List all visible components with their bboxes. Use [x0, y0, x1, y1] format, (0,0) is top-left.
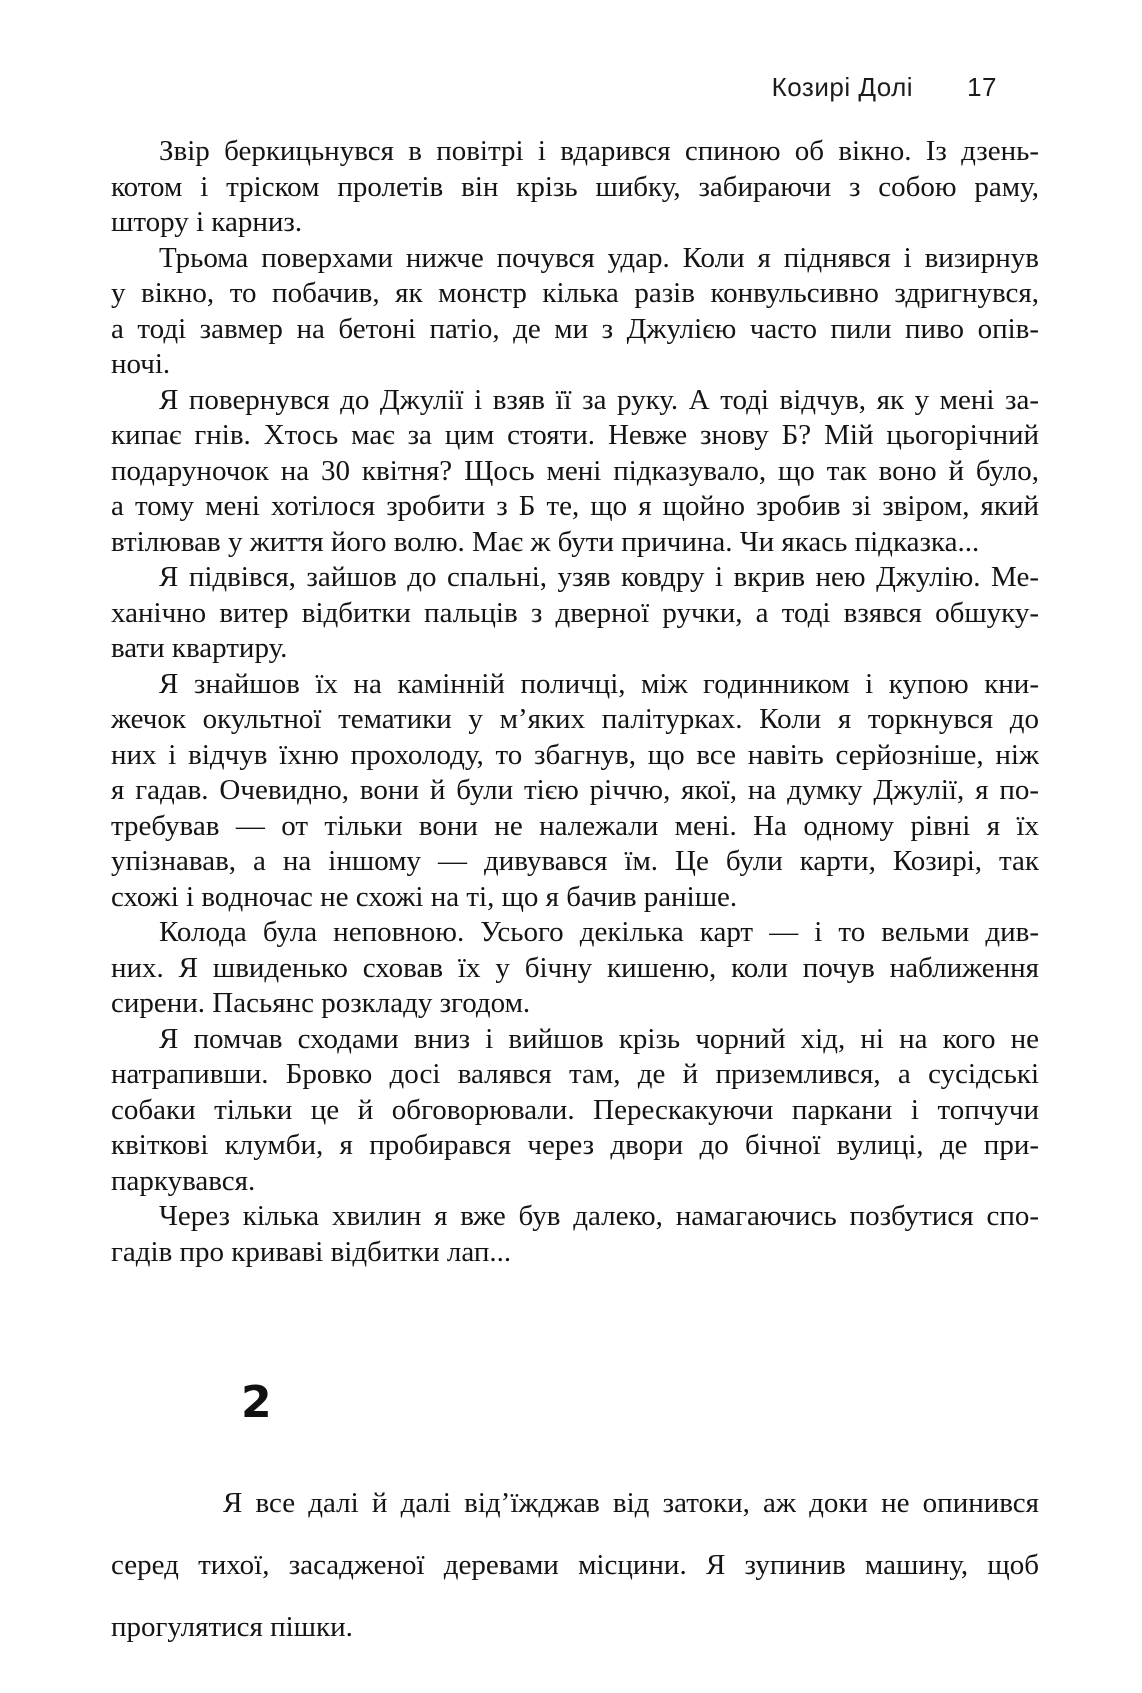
text-line: них і відчув їхню прохолоду, то збагнув, що все навіть серйозніше, ніж — [111, 738, 1039, 771]
paragraph — [111, 1199, 1039, 1270]
text-line: подаруночок на 30 квітня? Щось мені підказувало, що так воно й було, — [111, 454, 1039, 487]
text-line: Колода була неповною. Усього декілька карт — і то вельми див- — [159, 916, 1039, 948]
text-line: Я все далі й далі від’їжджав від затоки, аж доки не опинився — [223, 1487, 1039, 1519]
paragraph — [111, 667, 1039, 916]
text-line: натрапивши. Бровко досі валявся там, де й приземлився, а сусідські — [111, 1058, 1039, 1090]
text-line: них. Я швиденько сховав їх у бічну кишеню, коли почув наближення — [111, 951, 1039, 984]
text-line: Трьома поверхами нижче почувся удар. Коли я піднявся і визирнув — [159, 241, 1039, 274]
text-line: требував — от тільки вони не належали мені. На одному рівні я їх — [111, 809, 1039, 842]
text-line: Я підвівся, зайшов до спальні, узяв ковдру і вкрив нею Джулію. Ме- — [159, 561, 1039, 593]
text-line: Через кілька хвилин я вже був далеко, намагаючись позбутися спо- — [159, 1200, 1039, 1232]
text-line: сирени. Пасьянс розкладу згодом. — [111, 987, 531, 1019]
page-number: 17 — [967, 72, 997, 102]
text-line: квіткові клумби, я пробирався через двори до бічної вулиці, де при- — [111, 1129, 1039, 1161]
text-line: схожі і водночас не схожі на ті, що я бачив раніше. — [111, 880, 738, 913]
paragraph — [111, 383, 1039, 561]
text-line: а тому мені хотілося зробити з Б те, що я щойно зробив зі звіром, який — [111, 490, 1039, 522]
text-line: гадів про криваві відбитки лап... — [111, 1235, 512, 1268]
text-line: а тоді завмер на бетоні патіо, де ми з Джулією часто пили пиво опів- — [111, 312, 1039, 345]
text-line: вати квартиру. — [111, 632, 288, 664]
text-line: серед тихої, засадженої деревами місцини. Я зупинив машину, щоб — [111, 1549, 1039, 1581]
page-header — [772, 72, 997, 103]
paragraph — [111, 134, 1039, 241]
text-line: штору і карниз. — [111, 206, 303, 238]
text-line: Я повернувся до Джулії і взяв її за руку. А тоді відчув, як у мені за- — [159, 383, 1039, 416]
text-line: упізнавав, а на іншому — дивувався їм. Це були карти, Козирі, так — [111, 845, 1039, 877]
text-line: жечок окультної тематики у м’яких палітурках. Коли я торкнувся до — [111, 703, 1039, 735]
paragraph — [111, 915, 1039, 1022]
running-title: Козирі Долі — [771, 72, 914, 102]
text-line: ханічно витер відбитки пальців з дверної ручки, а тоді взявся обшуку- — [111, 596, 1039, 629]
text-line: у вікно, то побачив, як монстр кілька разів конвульсивно здригнувся, — [111, 277, 1039, 309]
text-line: прогулятися пішки. — [111, 1611, 353, 1643]
text-line: собаки тільки це й обговорювали. Перескакуючи паркани і топчучи — [111, 1093, 1039, 1126]
text-line: Я помчав сходами вниз і вийшов крізь чорний хід, ні на кого не — [159, 1022, 1039, 1055]
page-body-text — [111, 134, 1039, 1270]
paragraph — [111, 241, 1039, 383]
text-line: я гадав. Очевидно, вони й були тією річчю, якої, на думку Джулії, я по- — [111, 774, 1039, 806]
paragraph — [111, 1022, 1039, 1200]
text-line: ночі. — [111, 348, 171, 380]
text-line: Звір беркицьнувся в повітрі і вдарився спиною об вікно. Із дзень- — [159, 135, 1039, 167]
paragraph — [111, 560, 1039, 667]
chapter-opening-text — [111, 1472, 1039, 1658]
chapter-heading: 2 — [241, 1377, 272, 1428]
text-line: втілював у життя його волю. Має ж бути причина. Чи якась підказка... — [111, 525, 980, 558]
paragraph — [111, 1472, 1039, 1658]
text-line: котом і тріском пролетів він крізь шибку, забираючи з собою раму, — [111, 170, 1039, 203]
text-line: кипає гнів. Хтось має за цим стояти. Невже знову Б? Мій цьогорічний — [111, 419, 1039, 451]
text-line: паркувався. — [111, 1164, 256, 1197]
text-line: Я знайшов їх на камінній поличці, між годинником і купою кни- — [159, 667, 1039, 700]
